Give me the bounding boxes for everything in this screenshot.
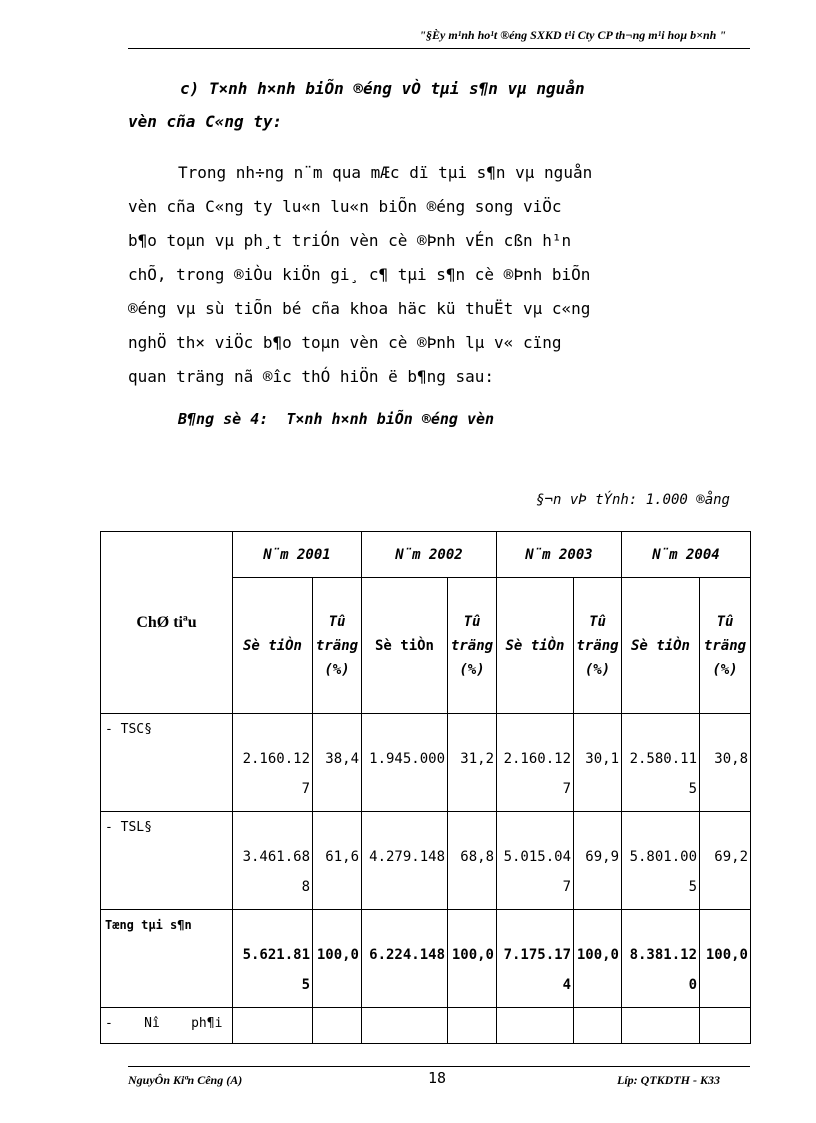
criteria-header: ChØ tiªu <box>101 532 233 714</box>
paragraph-line: quan träng nã ®îc thÓ hiÖn ë b¶ng sau: <box>128 367 495 386</box>
amount-cell: 2.160.127 <box>233 714 313 812</box>
empty-cell <box>233 1008 313 1044</box>
year-header: N¨m 2003 <box>497 532 622 578</box>
ratio-cell: 69,2 <box>700 812 751 910</box>
paragraph-line: vèn cña C«ng ty lu«n lu«n biÕn ®éng song viÖc <box>128 197 562 216</box>
amount-cell: 5.801.005 <box>622 812 700 910</box>
paragraph-line: chÕ, trong ®iÒu kiÖn gi¸ c¶ tµi s¶n cè ®Þnh biÕn <box>128 265 591 284</box>
amount-cell: 1.945.000 <box>362 714 448 812</box>
unit-note: §¬n vÞ tÝnh: 1.000 ®ång <box>536 492 730 508</box>
empty-cell <box>700 1008 751 1044</box>
body-paragraph <box>128 156 748 394</box>
ratio-subheader: Tû träng (%) <box>700 578 751 714</box>
footer-author: NguyÔn Kiªn Cêng (A) <box>128 1073 243 1087</box>
ratio-cell: 100,0 <box>448 910 497 1008</box>
amount-subheader: Sè tiÒn <box>233 578 313 714</box>
capital-change-table <box>100 531 751 1044</box>
ratio-subheader: Tû träng (%) <box>448 578 497 714</box>
table-caption: B¶ng sè 4: T×nh h×nh biÕn ®éng vèn <box>178 410 495 428</box>
section-heading <box>128 72 748 138</box>
table-row <box>101 1008 751 1044</box>
page-header <box>128 22 750 49</box>
year-header: N¨m 2002 <box>362 532 497 578</box>
amount-cell: 6.224.148 <box>362 910 448 1008</box>
amount-cell: 2.160.127 <box>497 714 574 812</box>
amount-cell: 2.580.115 <box>622 714 700 812</box>
amount-subheader: Sè tiÒn <box>497 578 574 714</box>
empty-cell <box>448 1008 497 1044</box>
footer-class: Líp: QTKDTH - K33 <box>617 1073 720 1087</box>
ratio-cell: 30,1 <box>574 714 622 812</box>
empty-cell <box>622 1008 700 1044</box>
ratio-cell: 69,9 <box>574 812 622 910</box>
amount-cell: 5.621.815 <box>233 910 313 1008</box>
amount-cell: 3.461.688 <box>233 812 313 910</box>
ratio-cell: 30,8 <box>700 714 751 812</box>
empty-cell <box>362 1008 448 1044</box>
ratio-cell: 100,0 <box>700 910 751 1008</box>
empty-cell <box>313 1008 362 1044</box>
section-heading-line-2: vèn cña C«ng ty: <box>128 112 283 131</box>
table-row <box>101 812 751 910</box>
amount-subheader: Sè tiÒn <box>622 578 700 714</box>
paragraph-line: ®éng vµ sù tiÕn bé cña khoa häc kü thuËt vµ c«ng <box>128 299 591 318</box>
page-number: 18 <box>428 1069 447 1087</box>
ratio-cell: 100,0 <box>574 910 622 1008</box>
ratio-cell: 38,4 <box>313 714 362 812</box>
ratio-cell: 100,0 <box>313 910 362 1008</box>
page-footer <box>128 1066 750 1097</box>
ratio-subheader: Tû träng (%) <box>574 578 622 714</box>
paragraph-line: Trong nh÷ng n¨m qua mÆc dï tµi s¶n vµ nguån <box>178 163 593 182</box>
year-header: N¨m 2004 <box>622 532 751 578</box>
ratio-cell: 61,6 <box>313 812 362 910</box>
amount-subheader: Sè tiÒn <box>362 578 448 714</box>
empty-cell <box>497 1008 574 1044</box>
row-label: Tæng tµi s¶n <box>101 910 233 1008</box>
ratio-cell: 31,2 <box>448 714 497 812</box>
header-title: "§Èy m¹nh ho¹t ®éng SXKD t¹i Cty CP th¬ng m¹i hoµ b×nh " <box>419 28 726 42</box>
empty-cell <box>574 1008 622 1044</box>
amount-cell: 5.015.047 <box>497 812 574 910</box>
row-label: - Nî ph¶i <box>101 1008 233 1044</box>
amount-cell: 7.175.174 <box>497 910 574 1008</box>
amount-cell: 8.381.120 <box>622 910 700 1008</box>
row-label: - TSL§ <box>101 812 233 910</box>
ratio-subheader: Tû träng (%) <box>313 578 362 714</box>
table-row <box>101 714 751 812</box>
row-label: - TSC§ <box>101 714 233 812</box>
year-header: N¨m 2001 <box>233 532 362 578</box>
paragraph-line: b¶o toµn vµ ph¸t triÓn vèn cè ®Þnh vÉn cßn h¹n <box>128 231 572 250</box>
paragraph-line: nghÖ th× viÖc b¶o toµn vèn cè ®Þnh lµ v« cïng <box>128 333 562 352</box>
ratio-cell: 68,8 <box>448 812 497 910</box>
table-row-total <box>101 910 751 1008</box>
amount-cell: 4.279.148 <box>362 812 448 910</box>
section-heading-line-1: c) T×nh h×nh biÕn ®éng vÒ tµi s¶n vµ nguån <box>180 79 585 98</box>
